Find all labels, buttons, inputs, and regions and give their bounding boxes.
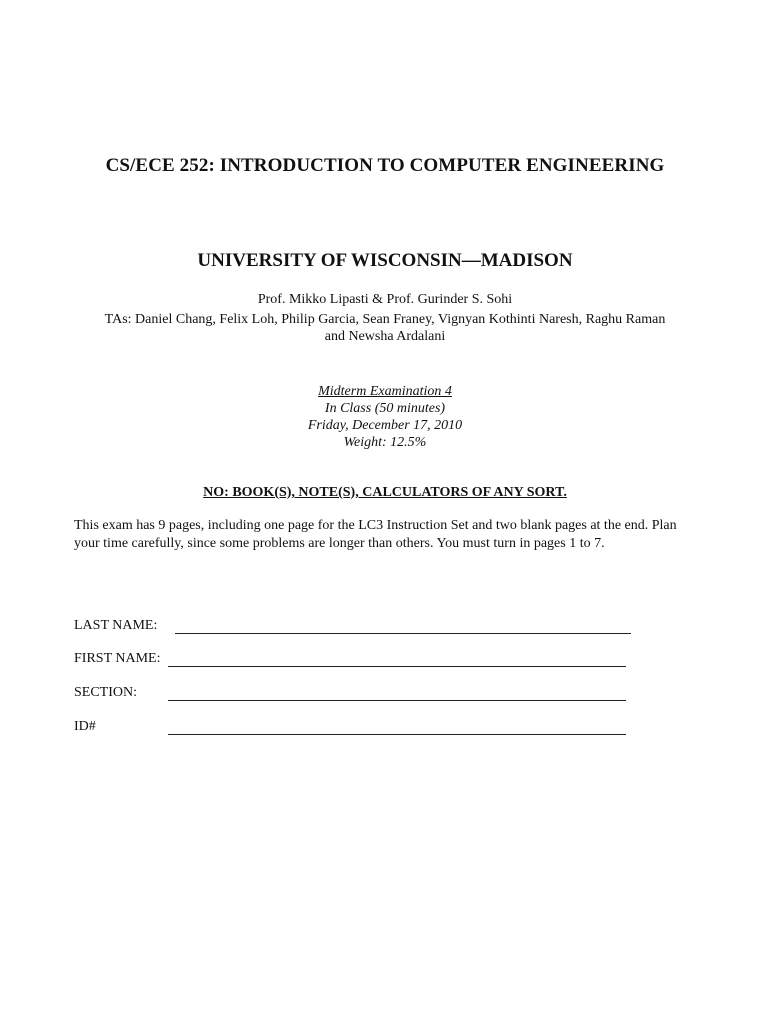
- first-name-label: FIRST NAME:: [74, 651, 161, 666]
- exam-title: Midterm Examination 4: [318, 384, 452, 399]
- university-name: UNIVERSITY OF WISCONSIN—MADISON: [197, 250, 573, 271]
- teaching-assistants-line-2: and Newsha Ardalani: [324, 329, 446, 344]
- professors: Prof. Mikko Lipasti & Prof. Gurinder S. Sohi: [257, 292, 513, 307]
- id-label: ID#: [74, 719, 96, 734]
- exam-format: In Class (50 minutes): [324, 401, 446, 416]
- teaching-assistants-line-1: TAs: Daniel Chang, Felix Loh, Philip Garcia, Sean Franey, Vignyan Kothinti Naresh, Raghu Raman: [104, 312, 666, 327]
- section-field[interactable]: [168, 700, 626, 701]
- section-label: SECTION:: [74, 685, 137, 700]
- last-name-field[interactable]: [175, 633, 631, 634]
- materials-rule: NO: BOOK(S), NOTE(S), CALCULATORS OF ANY SORT.: [203, 485, 567, 500]
- last-name-label: LAST NAME:: [74, 618, 158, 633]
- exam-instructions: This exam has 9 pages, including one page for the LC3 Instruction Set and two blank pages at the end. Plan your time carefully, since some problems are longer than others. You must turn in pages 1 to 7.: [74, 518, 677, 551]
- first-name-field[interactable]: [168, 666, 626, 667]
- course-title: CS/ECE 252: INTRODUCTION TO COMPUTER ENGINEERING: [105, 155, 665, 176]
- exam-weight: Weight: 12.5%: [343, 435, 427, 450]
- id-field[interactable]: [168, 734, 626, 735]
- exam-date: Friday, December 17, 2010: [307, 418, 463, 433]
